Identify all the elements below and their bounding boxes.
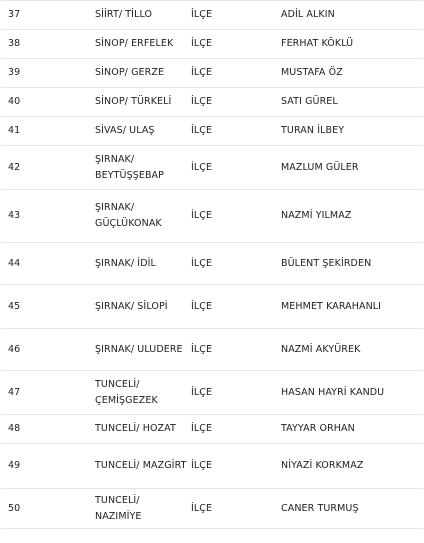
row-location: ŞIRNAK/ BEYTÜŞŞEBAP [95, 153, 164, 181]
row-location: SİVAS/ ULAŞ [95, 125, 155, 136]
row-type: İLÇE [191, 300, 213, 312]
table-row [1, 190, 423, 243]
row-candidate-name: NAZMİ YILMAZ [281, 210, 352, 221]
row-number: 41 [8, 125, 21, 136]
row-number: 37 [8, 9, 21, 20]
row-number: 47 [8, 386, 21, 398]
row-type: İLÇE [191, 343, 213, 355]
table-row [1, 30, 423, 59]
row-location: ŞIRNAK/ İDİL [95, 257, 156, 269]
row-location: SİİRT/ TİLLO [95, 9, 153, 20]
row-location: SİNOP/ TÜRKELİ [95, 96, 172, 107]
row-candidate-name: NİYAZİ KORKMAZ [281, 460, 364, 471]
row-location: TUNCELİ/ NAZIMİYE [95, 494, 142, 522]
row-location: TUNCELİ/ MAZGİRT [95, 460, 187, 471]
row-number: 43 [8, 210, 21, 221]
table-row [1, 88, 423, 117]
table-row [1, 489, 423, 529]
row-candidate-name: MAZLUM GÜLER [281, 161, 359, 173]
table-row [1, 329, 423, 371]
table-row [1, 146, 423, 190]
row-candidate-name: MUSTAFA ÖZ [281, 67, 343, 78]
row-location: ŞIRNAK/ GÜÇLÜKONAK [95, 202, 162, 229]
row-candidate-name: BÜLENT ŞEKİRDEN [281, 257, 372, 269]
row-type: İLÇE [191, 210, 213, 221]
row-location: TUNCELİ/ ÇEMİŞGEZEK [95, 378, 158, 406]
row-location: SİNOP/ ERFELEK [95, 38, 174, 49]
row-number: 40 [8, 96, 21, 107]
row-type: İLÇE [191, 502, 213, 514]
row-location: ŞIRNAK/ ULUDERE [95, 343, 183, 355]
row-number: 42 [8, 161, 21, 173]
row-candidate-name: TURAN İLBEY [281, 125, 345, 136]
row-candidate-name: FERHAT KÖKLÜ [281, 38, 354, 49]
row-location: TUNCELİ/ HOZAT [95, 423, 176, 434]
row-type: İLÇE [191, 67, 213, 78]
row-number: 44 [8, 257, 21, 269]
row-type: İLÇE [191, 38, 213, 49]
row-type: İLÇE [191, 423, 213, 434]
row-type: İLÇE [191, 460, 213, 471]
table-row [1, 1, 423, 30]
row-location: ŞIRNAK/ SİLOPİ [95, 300, 168, 312]
table-row [1, 117, 423, 146]
row-number: 49 [8, 460, 21, 471]
row-number: 39 [8, 67, 21, 78]
row-number: 48 [8, 423, 21, 434]
table-row [1, 371, 423, 415]
row-type: İLÇE [191, 161, 213, 173]
row-type: İLÇE [191, 9, 213, 20]
row-candidate-name: NAZMİ AKYÜREK [281, 343, 361, 355]
row-candidate-name: TAYYAR ORHAN [281, 423, 355, 434]
row-number: 46 [8, 343, 21, 355]
table-row [1, 444, 423, 489]
row-number: 50 [8, 502, 21, 514]
table-row [1, 59, 423, 88]
row-type: İLÇE [191, 125, 213, 136]
row-number: 45 [8, 300, 21, 312]
row-candidate-name: MEHMET KARAHANLI [281, 300, 382, 312]
table-row [1, 285, 423, 329]
table-row [1, 415, 423, 444]
row-candidate-name: CANER TURMUŞ [281, 502, 359, 514]
row-type: İLÇE [191, 257, 213, 269]
row-type: İLÇE [191, 386, 213, 398]
table-row [1, 243, 423, 285]
row-number: 38 [8, 38, 21, 49]
row-type: İLÇE [191, 96, 213, 107]
row-location: SİNOP/ GERZE [95, 67, 165, 78]
candidate-table [1, 0, 423, 529]
row-candidate-name: ADİL ALKIN [281, 9, 335, 20]
row-candidate-name: SATI GÜREL [281, 96, 338, 107]
row-candidate-name: HASAN HAYRİ KANDU [281, 386, 385, 398]
